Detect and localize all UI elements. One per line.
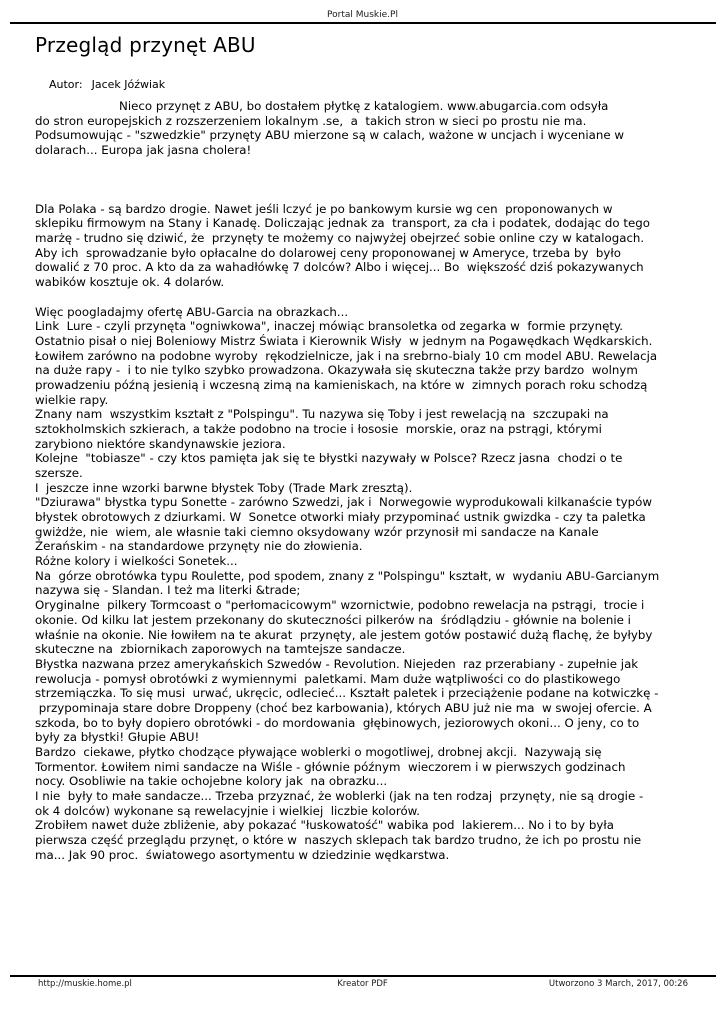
text-line: dolarach... Europa jak jasna cholera! (35, 143, 252, 158)
text-line: Aby ich sprowadzanie było opłacalne do dolarowej ceny proponowanej w Ameryce, trzeba by było (35, 245, 621, 260)
text-line: Ostatnio pisał o niej Boleniowy Mistrz Świata i Kierownik Wisły w jednym na Pogawędkach Wędkarskich. (35, 334, 653, 349)
text-line: Żerańskim - na standardowe przynęty nie do złowienia. (35, 539, 363, 554)
text-line: "Dziurawa" błystka typu Sonette - zarówno Szwedzi, jak i Norwegowie wyprodukowali kilkanaście typów (35, 495, 653, 510)
text-line: sklepiku firmowym na Stany i Kanadę. Doliczając jednak za transport, za cła i podatek, dodając do tego (35, 216, 650, 231)
text-line: Link Lure - czyli przynęta "ogniwkowa", inaczej mówiąc bransoletka od zegarka w formie przynęty. (35, 319, 624, 334)
text-line: nocy. Osobliwie na takie ochojebne kolory jak na obrazku... (35, 774, 388, 789)
text-line: Kolejne "tobiasze" - czy ktos pamięta jak się te błystki nazywały w Polsce? Rzecz jasna chodzi o te (35, 451, 623, 466)
author-label: Autor: (49, 78, 83, 91)
text-line: Podsumowując - "szwedzkie" przynęty ABU mierzone są w calach, ważone w uncjach i wyceniane w (35, 128, 624, 143)
header-divider (10, 22, 716, 24)
text-line: zarybiono niektóre skandynawskie jeziora. (35, 436, 286, 451)
text-line: przypominaja stare dobre Droppeny (choć bez karbowania), których ABU już nie ma w swojej ofercie. A (35, 700, 652, 715)
text-line: Bardzo ciekawe, płytko chodzące pływające woblerki o mogotliwej, drobnej akcji. Nazywają się (35, 744, 602, 759)
article-body (35, 99, 710, 862)
text-line: Znany nam wszystkim kształt z "Polspingu". Tu nazywa się Toby i jest rewelacją na szczupaki na (35, 407, 609, 422)
text-line: Tormentor. Łowiłem nimi sandacze na Wiśle - głównie późnym wieczorem i w pierwszych godzinach (35, 759, 626, 774)
text-line: sztokholmskich szkierach, a także podobno na trocie i łososie morskie, oraz na pstrągi, którymi (35, 422, 602, 437)
text-line: strzemiączka. To się musi urwać, ukręcic, odlecieć... Kształt paletek i przeciążenie podane na kotwiczkę - (35, 686, 659, 701)
text-line: prowadzeniu późną jesienią i wczesną zimą na kamieniskach, na które w zimnych porach roku schodzą (35, 378, 648, 393)
text-line: Zrobiłem nawet duże zbliżenie, aby pokazać "łuskowatość" wabika pod lakierem... No i to by była (35, 818, 614, 833)
text-line: właśnie na okonie. Nie łowiłem na te akurat przynęty, ale jestem gotów postawić dużą flachę, że byłyby (35, 627, 653, 642)
author-name: Jacek Jóźwiak (91, 78, 166, 91)
text-line: pierwsza część przeglądu przynęt, o które w naszych sklepach tak bardzo trudno, że ich po prostu nie (35, 832, 642, 847)
paragraph-prices (35, 202, 710, 290)
text-line: ok 4 dolców) wykonane są rewelacyjnie i wielkiej liczbie kolorów. (35, 803, 420, 818)
text-line: okonie. Od kilku lat jestem przekonany do skuteczności pilkerów na śródlądziu - głównie na bolenie i (35, 612, 631, 627)
page-title: Przegląd przynęt ABU (35, 33, 256, 57)
text-line: błystek obrotowych z dziurkami. W Sonetce otworki miały przypominać ustnik gwizdka - czy ta paletka (35, 510, 646, 525)
text-line: do stron europejskich z rozszerzeniem lokalnym .se, a takich stron w sieci po prostu nie ma. (35, 113, 587, 128)
text-line: Łowiłem zarówno na podobne wyroby rękodzielnicze, jak i na srebrno-bialy 10 cm model ABU. Rewelacja (35, 348, 658, 363)
site-header-title: Portal Muskie.Pl (327, 10, 398, 20)
text-line: Oryginalne pilkery Tormcoast o "perłomacicowym" wzornictwie, podobno rewelacja na pstrągi, trocie i (35, 598, 645, 613)
paragraph-intro (35, 99, 710, 158)
footer-divider (10, 975, 716, 977)
text-line: gwiżdże, nie wiem, ale własnie taki ciemno oksydowany wzór przynosił mi sandacze na Kanale (35, 524, 599, 539)
text-line: Różne kolory i wielkości Sonetek... (35, 554, 238, 569)
footer-generator-label: Kreator PDF (337, 979, 388, 989)
text-line: nazywa się - Slandan. I też ma literki &trade; (35, 583, 301, 598)
text-line: szersze. (35, 466, 83, 481)
paragraph-review (35, 305, 710, 863)
text-line: na duże rapy - i to nie tylko szybko prowadzona. Okazywała się skuteczna także przy bardzo wolnym (35, 363, 638, 378)
text-line: skuteczne na zbiornikach zaporowych na tamtejsze sandacze. (35, 642, 406, 657)
footer-site-url: http://muskie.home.pl (38, 979, 132, 989)
text-line: Więc poogladajmy ofertę ABU-Garcia na obrazkach... (35, 304, 349, 319)
text-line: Błystka nazwana przez amerykańskich Szwedów - Revolution. Niejeden raz przerabiany - zupełnie jak (35, 656, 639, 671)
text-line: I jeszcze inne wzorki barwne błystek Toby (Trade Mark zresztą). (35, 480, 413, 495)
text-line: szkoda, bo to były dopiero obrotówki - do mordowania głębinowych, jeziorowych okoni... O jeny, co to (35, 715, 640, 730)
text-line: marżę - trudno się dziwić, że przynęty te możemy co najwyżej obejrzeć sobie online czy w katalogach. (35, 231, 645, 246)
text-line: wielkie rapy. (35, 392, 109, 407)
text-line: dowalić z 70 proc. A kto da za wahadłówkę 7 dolców? Albo i więcej... Bo większość dziś pokazywanych (35, 260, 644, 275)
text-line: były za błystki! Głupie ABU! (35, 730, 200, 745)
text-line: Na górze obrotówka typu Roulette, pod spodem, znany z "Polspingu" kształt, w wydaniu ABU-Garcianym (35, 568, 660, 583)
footer-created-timestamp: Utworzono 3 March, 2017, 00:26 (548, 979, 688, 989)
text-line: I nie były to małe sandacze... Trzeba przyznać, że woblerki (jak na ten rodzaj przynęty, nie są drogie - (35, 788, 644, 803)
text-line: Dla Polaka - są bardzo drogie. Nawet jeśli lczyć je po bankowym kursie wg cen proponowanych w (35, 201, 613, 216)
text-line: ma... Jak 90 proc. światowego asortymentu w dziedzinie wędkarstwa. (35, 847, 450, 862)
text-line: rewolucja - pomysł obrotówki z wymiennymi paletkami. Mam duże wątpliwości co do plastikowego (35, 671, 621, 686)
text-line: Nieco przynęt z ABU, bo dostałem płytkę z katalogiem. www.abugarcia.com odsyła (119, 99, 609, 113)
text-line: wabików kosztuje ok. 4 dolarów. (35, 275, 225, 290)
